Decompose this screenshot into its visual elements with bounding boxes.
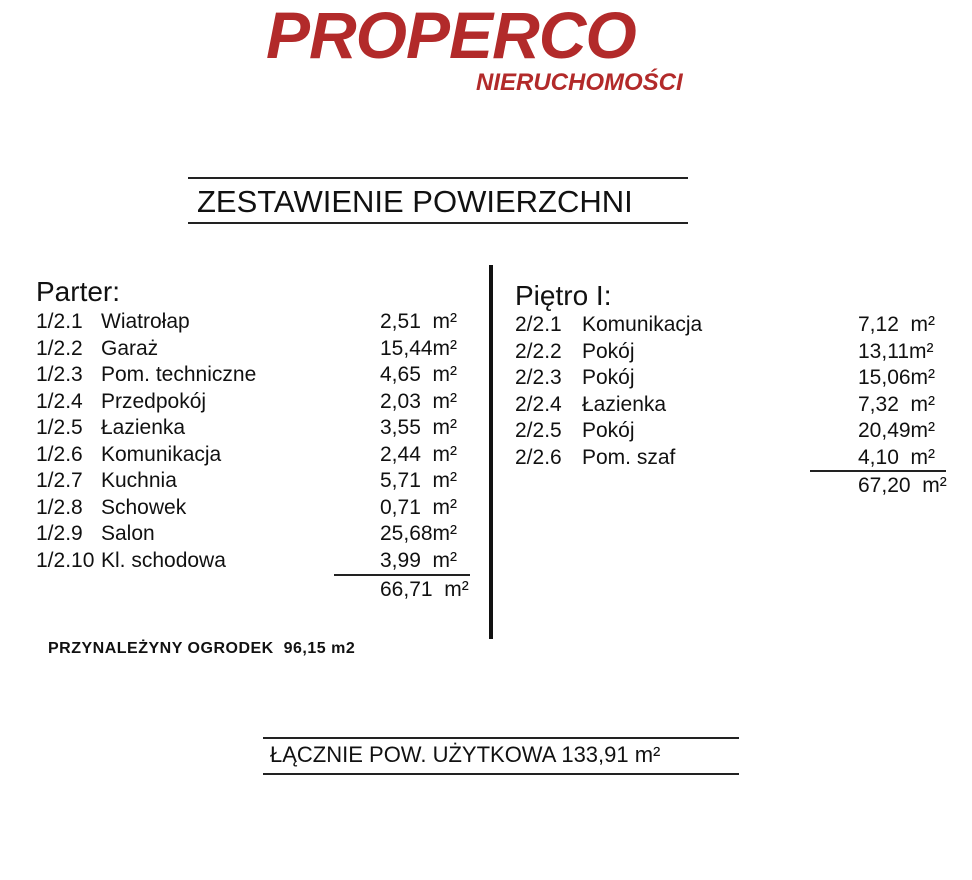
room-name: Komunikacja xyxy=(582,313,703,336)
room-area: 3,55 m² xyxy=(380,416,458,439)
room-name: Komunikacja xyxy=(101,442,222,466)
room-row xyxy=(36,442,476,469)
room-area: 7,12 m² xyxy=(858,313,936,336)
room-row xyxy=(36,362,476,389)
room-number: 1/2.7 xyxy=(36,469,83,492)
room-area: 15,06m² xyxy=(858,366,936,389)
title-bottom-rule xyxy=(188,222,688,224)
room-number: 1/2.1 xyxy=(36,310,83,333)
room-area: 2,03 m² xyxy=(380,389,458,413)
column-divider xyxy=(489,265,493,639)
room-number: 1/2.9 xyxy=(36,522,83,545)
room-name: Pokój xyxy=(582,419,635,442)
room-row xyxy=(36,336,476,363)
title-top-rule xyxy=(188,177,688,179)
room-name: Pokój xyxy=(582,366,635,389)
room-row xyxy=(515,312,955,339)
room-number: 2/2.5 xyxy=(515,419,562,442)
room-number: 1/2.10 xyxy=(36,548,95,572)
room-name: Pom. szaf xyxy=(582,445,676,469)
room-row xyxy=(36,548,476,575)
pietro-heading: Piętro I: xyxy=(515,280,612,311)
room-row xyxy=(515,445,955,472)
room-name: Wiatrołap xyxy=(101,310,190,333)
room-name: Łazienka xyxy=(101,416,186,439)
room-area: 4,65 m² xyxy=(380,363,458,386)
room-row xyxy=(36,309,476,336)
room-name: Kl. schodowa xyxy=(101,548,226,572)
room-name: Pom. techniczne xyxy=(101,363,257,386)
room-number: 1/2.3 xyxy=(36,363,83,386)
room-area: 20,49m² xyxy=(858,419,936,442)
room-area: 7,32 m² xyxy=(858,392,936,416)
room-number: 2/2.2 xyxy=(515,339,562,363)
room-row xyxy=(36,495,476,522)
room-number: 1/2.6 xyxy=(36,442,83,466)
room-number: 1/2.8 xyxy=(36,495,83,519)
parter-room-list xyxy=(36,309,476,574)
room-name: Przedpokój xyxy=(101,389,207,413)
room-area: 25,68m² xyxy=(380,522,458,545)
room-area: 3,99 m² xyxy=(380,548,458,572)
garden-area-note: PRZYNALEŻYNY OGRODEK 96,15 m2 xyxy=(48,640,356,657)
room-number: 2/2.3 xyxy=(515,366,562,389)
room-row xyxy=(515,418,955,445)
room-name: Kuchnia xyxy=(101,469,177,492)
room-area: 13,11m² xyxy=(858,339,934,363)
room-row xyxy=(36,389,476,416)
pietro-room-list xyxy=(515,312,955,471)
room-area: 4,10 m² xyxy=(858,445,936,469)
page-title: ZESTAWIENIE POWIERZCHNI xyxy=(197,184,633,219)
brand-logo-text: PROPERCO xyxy=(266,0,636,72)
brand-logo-tagline: NIERUCHOMOŚCI xyxy=(476,69,683,96)
grand-total-top-rule xyxy=(263,737,739,739)
room-area: 2,44 m² xyxy=(380,442,458,466)
parter-heading: Parter: xyxy=(36,276,121,307)
room-area: 5,71 m² xyxy=(380,469,458,492)
room-name: Schowek xyxy=(101,495,187,519)
grand-total-bottom-rule xyxy=(263,773,739,775)
parter-sum-rule xyxy=(334,574,470,576)
room-number: 1/2.5 xyxy=(36,416,83,439)
room-name: Łazienka xyxy=(582,392,667,416)
parter-total: 66,71 m² xyxy=(380,578,469,601)
room-row xyxy=(515,365,955,392)
room-name: Salon xyxy=(101,522,155,545)
room-area: 15,44m² xyxy=(380,336,458,360)
pietro-sum-rule xyxy=(810,470,946,472)
room-row xyxy=(36,521,476,548)
room-row xyxy=(36,415,476,442)
room-row xyxy=(36,468,476,495)
room-number: 1/2.4 xyxy=(36,389,83,413)
room-row xyxy=(515,339,955,366)
room-number: 2/2.6 xyxy=(515,445,562,469)
room-name: Pokój xyxy=(582,339,635,363)
grand-total: ŁĄCZNIE POW. UŻYTKOWA 133,91 m² xyxy=(270,742,661,767)
room-area: 0,71 m² xyxy=(380,495,458,519)
room-name: Garaż xyxy=(101,336,159,360)
room-number: 1/2.2 xyxy=(36,336,83,360)
room-number: 2/2.4 xyxy=(515,392,562,416)
room-area: 2,51 m² xyxy=(380,310,458,333)
room-row xyxy=(515,392,955,419)
room-number: 2/2.1 xyxy=(515,313,562,336)
pietro-total: 67,20 m² xyxy=(858,474,947,497)
